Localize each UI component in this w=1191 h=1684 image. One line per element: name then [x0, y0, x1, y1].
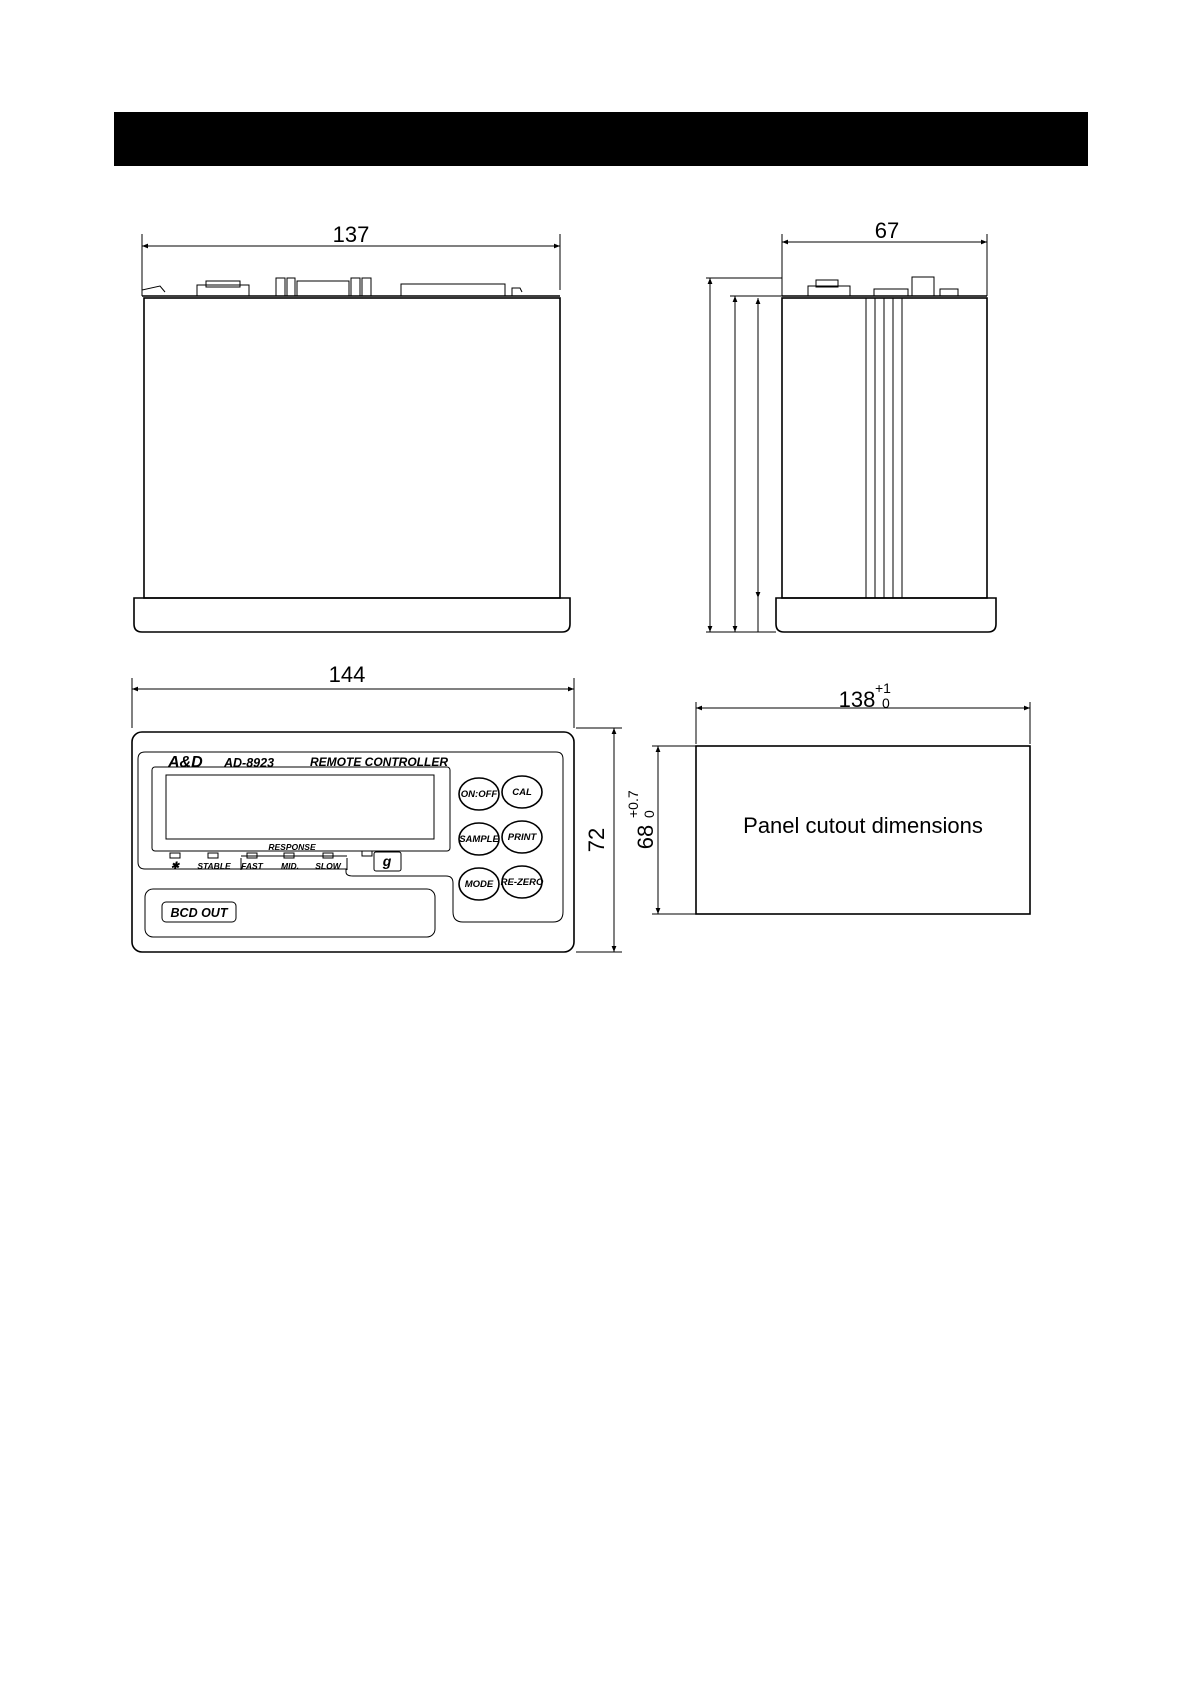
bcd-out-label: BCD OUT — [170, 906, 228, 920]
cutout-caption: Panel cutout dimensions — [743, 813, 983, 838]
key-cal-label: CAL — [512, 787, 532, 798]
product-label: REMOTE CONTROLLER — [310, 755, 448, 769]
dim-68-tol-lower: 0 — [641, 810, 657, 818]
dim-68-label: 68 — [633, 824, 658, 850]
key-sample-label: SAMPLE — [459, 834, 499, 845]
indicator-mid-label: MID. — [281, 861, 299, 871]
top-view — [134, 222, 570, 632]
indicator-slow-label: SLOW — [315, 861, 341, 871]
dim-144-label: 144 — [328, 662, 366, 687]
indicator-led-stable — [208, 853, 218, 858]
dim-138-tol-upper: +1 — [875, 680, 891, 696]
unit-g-label: g — [382, 853, 392, 869]
dim-137-label: 137 — [332, 222, 370, 247]
dim-138-label: 138 — [838, 687, 876, 712]
dim-68-tol-upper: +0.7 — [625, 790, 641, 818]
model-label: AD-8923 — [224, 756, 275, 770]
brand-logo: A&D — [168, 754, 203, 771]
key-mode-label: MODE — [464, 879, 494, 890]
response-label: RESPONSE — [268, 842, 316, 852]
side-view — [706, 218, 996, 632]
indicator-fast-label: FAST — [241, 861, 263, 871]
key-print-label: PRINT — [507, 832, 537, 843]
indicator-led-star — [170, 853, 180, 858]
dim-138-tol-lower: 0 — [882, 695, 890, 711]
key-on-off-label: ON:OFF — [460, 789, 498, 800]
cutout-view — [625, 680, 1030, 914]
indicator-stable-label: STABLE — [197, 861, 231, 871]
indicator-led-g — [362, 851, 372, 856]
dim-67-label: 67 — [874, 218, 900, 243]
indicator-star-label: ✱ — [170, 861, 180, 872]
front-view — [132, 662, 622, 952]
dim-72-label: 72 — [584, 827, 609, 853]
key-re-zero-label: RE-ZERO — [500, 877, 544, 888]
